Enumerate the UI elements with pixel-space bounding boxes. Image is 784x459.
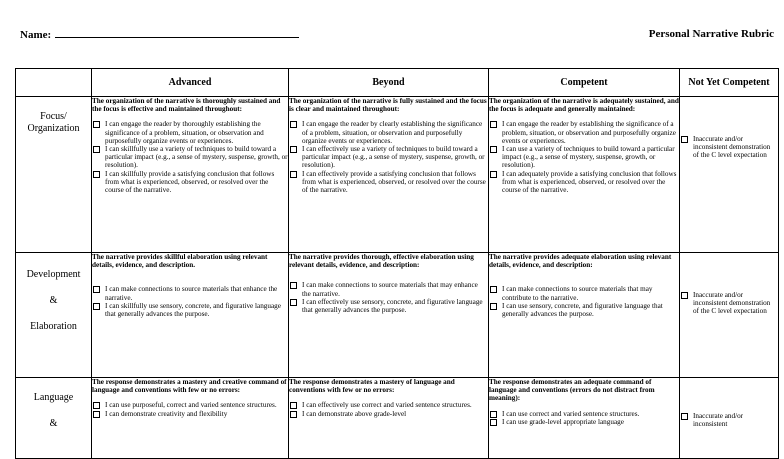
- cell-intro: The narrative provides thorough, effective elaboration using relevant details, evidence, and description:: [289, 253, 474, 270]
- header-blank: [16, 69, 92, 97]
- header-competent: Competent: [489, 69, 680, 97]
- cell-intro: The response demonstrates a mastery of language and conventions with few or no errors:: [289, 378, 455, 395]
- cell-intro: The organization of the narrative is fully sustained and the focus is clear and maintained throughout:: [289, 97, 487, 114]
- cell-advanced: [92, 253, 289, 378]
- row-label-part: Development: [26, 269, 81, 280]
- cell-advanced: [92, 378, 289, 459]
- checklist-item[interactable]: I can demonstrate creativity and flexibility: [92, 410, 288, 418]
- checklist-item[interactable]: I can use purposeful, correct and varied sentence structures.: [92, 401, 288, 409]
- row-label-part: &: [49, 418, 58, 429]
- checklist-item[interactable]: I can engage the reader by clearly establishing the significance of a problem, situation, or observation and purposefully organize events or experiences.: [289, 120, 488, 145]
- row-development-elaboration: [16, 253, 779, 378]
- cell-not-yet-competent: [680, 378, 779, 459]
- checklist-item[interactable]: Inaccurate and/or inconsistent: [680, 412, 778, 428]
- row-label-part: &: [49, 295, 58, 306]
- checklist-item[interactable]: I can effectively use a variety of techniques to build toward a particular impact (e.g., a sense of mystery, suspense, growth, or resolution).: [289, 145, 488, 170]
- row-label-language: [16, 378, 92, 459]
- row-label-focus: [16, 97, 92, 253]
- document-title: Personal Narrative Rubric: [648, 28, 774, 40]
- cell-intro: The narrative provides skillful elaboration using relevant details, evidence, and description.: [92, 253, 268, 270]
- checklist-item[interactable]: I can use sensory, concrete, and figurative language that generally advances the purpose.: [489, 302, 679, 318]
- cell-competent: [489, 378, 680, 459]
- cell-not-yet-competent: [680, 97, 779, 253]
- cell-intro: The organization of the narrative is thoroughly sustained and the focus is effective and maintained throughout:: [92, 97, 281, 114]
- checklist-item[interactable]: I can skillfully provide a satisfying conclusion that follows from what is experienced, observed, or resolved over the course of the narrative.: [92, 170, 288, 195]
- row-label-development: [16, 253, 92, 378]
- cell-competent: [489, 97, 680, 253]
- name-blank: [55, 28, 299, 38]
- checklist-item[interactable]: Inaccurate and/or inconsistent demonstration of the C level expectation: [680, 291, 778, 316]
- cell-advanced: [92, 97, 289, 253]
- checklist-item[interactable]: I can use grade-level appropriate language: [489, 418, 679, 426]
- checklist-item[interactable]: I can skillfully use a variety of techniques to build toward a particular impact (e.g., a sense of mystery, suspense, growth, or resolution).: [92, 145, 288, 170]
- cell-not-yet-competent: [680, 253, 779, 378]
- cell-beyond: [289, 378, 489, 459]
- cell-intro: The organization of the narrative is adequately sustained, and the focus is adequate and generally maintained:: [489, 97, 679, 114]
- checklist-item[interactable]: I can adequately provide a satisfying conclusion that follows from what is experienced, observed, or resolved over the course of the narrative.: [489, 170, 679, 195]
- cell-intro: The response demonstrates an adequate command of language and conventions (errors do not distract from meaning):: [489, 378, 655, 403]
- cell-intro: The response demonstrates a mastery and creative command of language and conventions with few or no errors:: [92, 378, 287, 395]
- checklist-item[interactable]: I can make connections to source materials that may enhance the narrative.: [289, 281, 488, 297]
- checklist-item[interactable]: I can use correct and varied sentence structures.: [489, 410, 679, 418]
- checklist-item[interactable]: I can demonstrate above grade-level: [289, 410, 488, 418]
- checklist-item[interactable]: I can effectively use sensory, concrete, and figurative language that generally advances the purpose.: [289, 298, 488, 314]
- checklist-item[interactable]: Inaccurate and/or inconsistent demonstration of the C level expectation: [680, 135, 778, 160]
- row-focus-organization: [16, 97, 779, 253]
- cell-beyond: [289, 97, 489, 253]
- header-not-yet-competent: Not Yet Competent: [680, 69, 779, 97]
- header-beyond: Beyond: [289, 69, 489, 97]
- row-label-text: Focus/ Organization: [27, 111, 80, 134]
- header-row: [16, 69, 779, 97]
- rubric-table: [15, 68, 779, 459]
- cell-competent: [489, 253, 680, 378]
- name-label: Name:: [20, 29, 52, 41]
- checklist-item[interactable]: I can use a variety of techniques to build toward a particular impact (e.g., a sense of mystery, suspense, growth, or resolution).: [489, 145, 679, 170]
- checklist-item[interactable]: I can effectively provide a satisfying conclusion that follows from what is experienced, observed, or resolved over the course of the narrative.: [289, 170, 488, 195]
- row-label-part: Elaboration: [30, 321, 77, 332]
- checklist-item[interactable]: I can effectively use correct and varied sentence structures.: [289, 401, 488, 409]
- row-language-conventions: [16, 378, 779, 459]
- checklist-item[interactable]: I can engage the reader by thoroughly establishing the significance of a problem, situation, or observation and purposefully organize events or experiences.: [92, 120, 288, 145]
- checklist-item[interactable]: I can make connections to source materials that may contribute to the narrative.: [489, 285, 679, 301]
- checklist-item[interactable]: I can skillfully use sensory, concrete, and figurative language that generally advances the purpose.: [92, 302, 288, 318]
- checklist-item[interactable]: I can make connections to source materials that enhance the narrative.: [92, 285, 288, 301]
- checklist-item[interactable]: I can engage the reader by establishing the significance of a problem, situation, or observation and purposefully organize events or experiences.: [489, 120, 679, 145]
- cell-beyond: [289, 253, 489, 378]
- name-field-line: [20, 28, 299, 41]
- row-label-part: Language: [33, 392, 74, 403]
- cell-intro: The narrative provides adequate elaboration using relevant details, evidence, and description:: [489, 253, 672, 270]
- header-advanced: Advanced: [92, 69, 289, 97]
